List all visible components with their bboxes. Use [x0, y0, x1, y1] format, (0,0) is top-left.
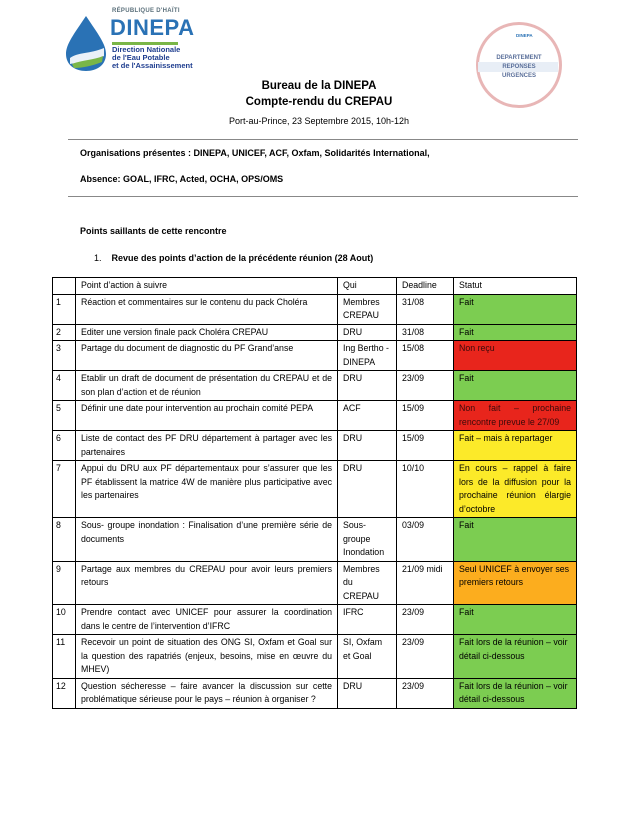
badge-line: REPONSES [502, 64, 536, 70]
row-action: Appui du DRU aux PF départementaux pour s’assurer que les PF établissent la matrice 4W de manière plus participative avec les partenaires [76, 461, 338, 518]
table-row [53, 561, 577, 605]
table-row [53, 461, 577, 518]
row-number: 11 [53, 635, 76, 679]
row-deadline: 21/09 midi [397, 561, 454, 605]
row-action: Etablir un draft de document de présentation du CREPAU et de son plan d’action et de réunion [76, 371, 338, 401]
divider [68, 196, 578, 197]
logo-subtitle [112, 46, 193, 70]
row-qui: IFRC [338, 605, 397, 635]
section-title: Revue des points d’action de la précédente réunion (28 Aout) [111, 253, 374, 263]
row-number: 2 [53, 324, 76, 341]
row-deadline: 15/09 [397, 431, 454, 461]
water-drop-icon [60, 14, 110, 72]
table-row [53, 431, 577, 461]
row-action: Recevoir un point de situation des ONG SI, Oxfam et Goal sur la question des rapatriés (enjeux, besoins, mise en œuvre du MHEV) [76, 635, 338, 679]
badge-mini-logo: DINEPA [516, 33, 533, 38]
row-statut: Fait [454, 371, 577, 401]
header-cell-qui: Qui [338, 278, 397, 295]
row-number: 6 [53, 431, 76, 461]
row-number: 5 [53, 401, 76, 431]
row-action: Définir une date pour intervention au prochain comité PEPA [76, 401, 338, 431]
row-action: Editer une version finale pack Choléra CREPAU [76, 324, 338, 341]
document-subtitle: Compte-rendu du CREPAU [245, 96, 393, 108]
organisations-present: Organisations présentes : DINEPA, UNICEF, ACF, Oxfam, Solidarités International, [80, 148, 430, 158]
action-table [52, 277, 577, 709]
row-action: Prendre contact avec UNICEF pour assurer la coordination dans le centre de l’intervention d’IFRC [76, 605, 338, 635]
logo-subtitle-line: et de l'Assainissement [112, 61, 193, 70]
organisations-absent: Absence: GOAL, IFRC, Acted, OCHA, OPS/OMS [80, 174, 284, 184]
row-statut: Fait lors de la réunion – voir détail ci-dessous [454, 635, 577, 679]
row-deadline: 23/09 [397, 605, 454, 635]
row-deadline: 10/10 [397, 461, 454, 518]
row-number: 9 [53, 561, 76, 605]
row-qui: DRU [338, 431, 397, 461]
row-qui: DRU [338, 371, 397, 401]
row-statut: Fait [454, 324, 577, 341]
table-row [53, 401, 577, 431]
row-statut: Non reçu [454, 341, 577, 371]
dinepa-logo [60, 6, 220, 76]
row-deadline: 31/08 [397, 324, 454, 341]
row-deadline: 23/09 [397, 678, 454, 708]
row-number: 3 [53, 341, 76, 371]
row-number: 12 [53, 678, 76, 708]
row-deadline: 31/08 [397, 294, 454, 324]
header-cell-statut: Statut [454, 278, 577, 295]
row-statut: Fait [454, 294, 577, 324]
row-qui: Ing Bertho - DINEPA [338, 341, 397, 371]
logo-republic: RÉPUBLIQUE D'HAÏTI [112, 8, 180, 14]
row-statut: Fait lors de la réunion – voir détail ci-dessous [454, 678, 577, 708]
highlights-heading: Points saillants de cette rencontre [80, 226, 227, 236]
row-deadline: 23/09 [397, 371, 454, 401]
table-header-row [53, 278, 577, 295]
row-qui: DRU [338, 324, 397, 341]
badge-line: DEPARTEMENT [496, 55, 542, 61]
row-deadline: 03/09 [397, 518, 454, 562]
row-qui: Sous-groupe Inondation [338, 518, 397, 562]
row-number: 7 [53, 461, 76, 518]
row-action: Partage du document de diagnostic du PF Grand’anse [76, 341, 338, 371]
row-number: 1 [53, 294, 76, 324]
table-row [53, 678, 577, 708]
header-cell-deadline: Deadline [397, 278, 454, 295]
table-row [53, 294, 577, 324]
row-deadline: 23/09 [397, 635, 454, 679]
row-deadline: 15/09 [397, 401, 454, 431]
row-qui: DRU [338, 678, 397, 708]
divider [68, 139, 578, 140]
row-statut: Seul UNICEF à envoyer ses premiers retours [454, 561, 577, 605]
row-action: Liste de contact des PF DRU département à partager avec les partenaires [76, 431, 338, 461]
table-row [53, 518, 577, 562]
table-row [53, 635, 577, 679]
row-qui: Membres du CREPAU [338, 561, 397, 605]
section-number: 1. [94, 253, 102, 263]
logo-name: DINEPA [110, 15, 195, 40]
row-deadline: 15/08 [397, 341, 454, 371]
row-statut: Fait – mais à repartager [454, 431, 577, 461]
row-qui: Membres CREPAU [338, 294, 397, 324]
row-action: Sous- groupe inondation : Finalisation d’une première série de documents [76, 518, 338, 562]
row-qui: ACF [338, 401, 397, 431]
table-row [53, 341, 577, 371]
document-title: Bureau de la DINEPA [261, 80, 377, 92]
row-number: 4 [53, 371, 76, 401]
document-place-date: Port-au-Prince, 23 Septembre 2015, 10h-12h [228, 116, 410, 126]
row-number: 10 [53, 605, 76, 635]
logo-subtitle-line: Direction Nationale [112, 45, 181, 54]
row-action: Réaction et commentaires sur le contenu du pack Choléra [76, 294, 338, 324]
table-row [53, 324, 577, 341]
row-statut: Fait [454, 518, 577, 562]
row-qui: DRU [338, 461, 397, 518]
header-cell-action: Point d’action à suivre [76, 278, 338, 295]
logo-subtitle-line: de l'Eau Potable [112, 53, 170, 62]
row-action: Question sécheresse – faire avancer la discussion sur cette problématique sérieuse pour le pays – réunion à organiser ? [76, 678, 338, 708]
row-number: 8 [53, 518, 76, 562]
section-heading [94, 253, 373, 263]
table-row [53, 371, 577, 401]
row-statut: Fait [454, 605, 577, 635]
table-row [53, 605, 577, 635]
row-qui: SI, Oxfam et Goal [338, 635, 397, 679]
badge-line: URGENCES [501, 73, 536, 79]
badge-text [476, 54, 562, 81]
row-statut: En cours – rappel à faire lors de la diffusion pour la prochaine réunion élargie d’octobre [454, 461, 577, 518]
row-statut: Non fait – prochaine rencontre prevue le 27/09 [454, 401, 577, 431]
row-action: Partage aux membres du CREPAU pour avoir leurs premiers retours [76, 561, 338, 605]
header-cell-number [53, 278, 76, 295]
